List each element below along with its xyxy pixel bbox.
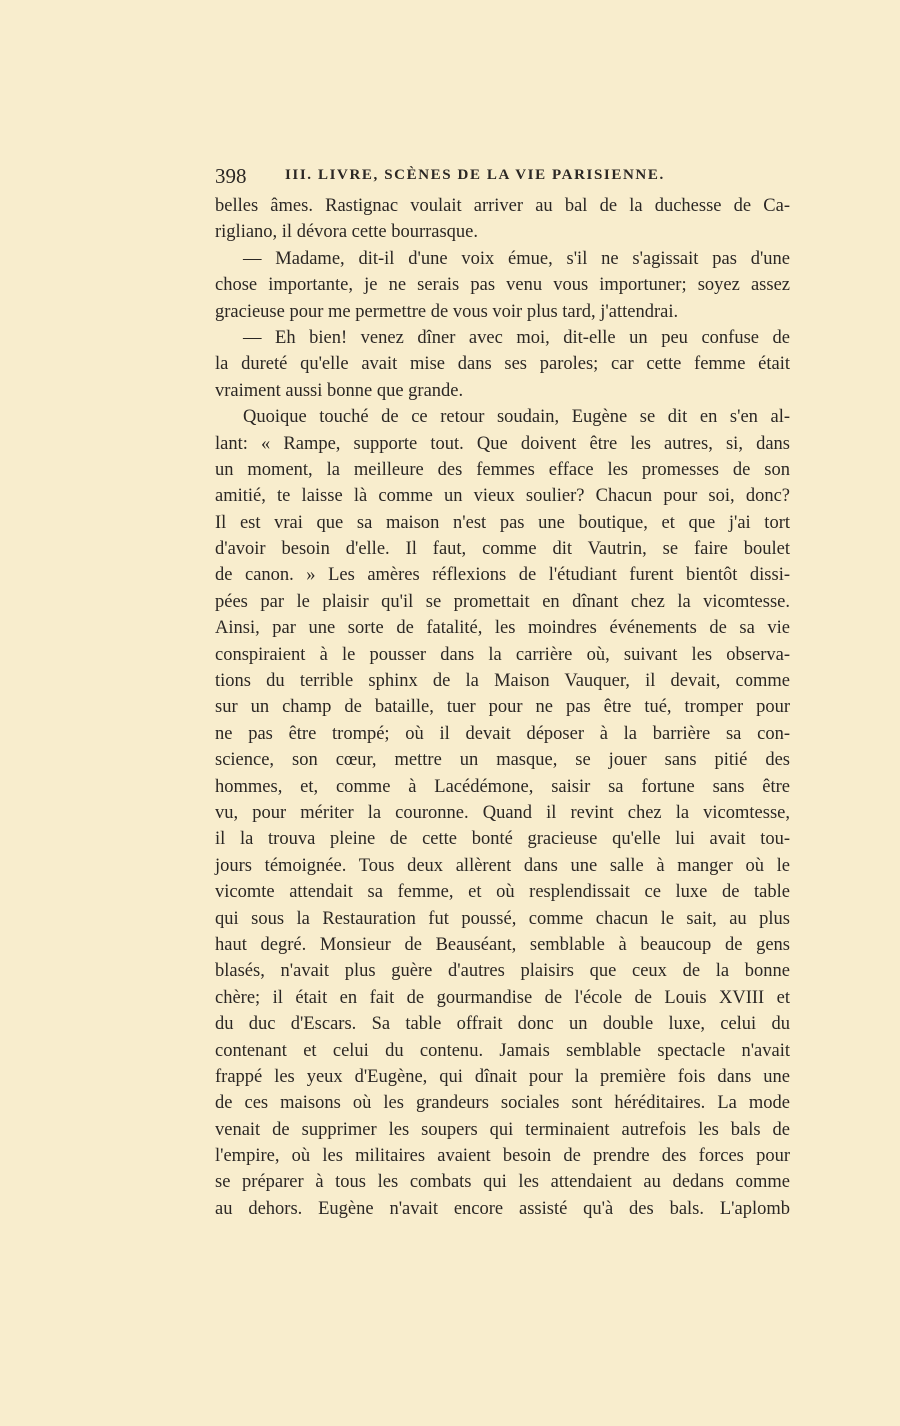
text-line: science, son cœur, mettre un masque, se jouer sans pitié des <box>215 750 790 771</box>
text-line: l'empire, où les militaires avaient besoin de prendre des forces pour <box>215 1146 790 1167</box>
text-line: frappé les yeux d'Eugène, qui dînait pour la première fois dans une <box>215 1066 790 1087</box>
text-line: gracieuse pour me permettre de vous voir plus tard, j'attendrai. <box>215 301 679 322</box>
text-line: se préparer à tous les combats qui les attendaient au dedans comme <box>215 1172 790 1193</box>
text-line: tions du terrible sphinx de la Maison Vauquer, il devait, comme <box>215 671 790 692</box>
page-header <box>215 164 790 192</box>
text-line: — Madame, dit-il d'une voix émue, s'il ne s'agissait pas d'une <box>243 248 790 269</box>
text-line: jours témoignée. Tous deux allèrent dans une salle à manger où le <box>215 855 790 876</box>
text-line: Quoique touché de ce retour soudain, Eugène se dit en s'en al- <box>243 407 790 428</box>
text-line: pées par le plaisir qu'il se promettait en dînant chez la vicomtesse. <box>215 591 790 612</box>
text-line: vu, pour mériter la couronne. Quand il revint chez la vicomtesse, <box>215 802 790 823</box>
text-line: vicomte attendait sa femme, et où resplendissait ce luxe de table <box>215 882 790 903</box>
text-line: chère; il était en fait de gourmandise de l'école de Louis XVIII et <box>215 987 790 1008</box>
text-line: sur un champ de bataille, tuer pour ne pas être tué, tromper pour <box>215 697 790 718</box>
text-line: de canon. » Les amères réflexions de l'étudiant furent bientôt dissi- <box>215 565 790 586</box>
text-line: Ainsi, par une sorte de fatalité, les moindres événements de sa vie <box>215 618 790 639</box>
running-title: III. LIVRE, SCÈNES DE LA VIE PARISIENNE. <box>285 167 665 183</box>
text-line: conspiraient à le pousser dans la carrière où, suivant les observa- <box>215 644 790 665</box>
text-line: la dureté qu'elle avait mise dans ses paroles; car cette femme était <box>215 354 790 375</box>
text-line: au dehors. Eugène n'avait encore assisté qu'à des bals. L'aplomb <box>215 1198 790 1219</box>
text-line: il la trouva pleine de cette bonté gracieuse qu'elle lui avait tou- <box>215 829 790 850</box>
text-line: chose importante, je ne serais pas venu vous importuner; soyez assez <box>215 275 790 296</box>
text-line: Il est vrai que sa maison n'est pas une boutique, et que j'ai tort <box>215 512 790 533</box>
text-line: lant: « Rampe, supporte tout. Que doivent être les autres, si, dans <box>215 433 790 454</box>
text-line: blasés, n'avait plus guère d'autres plaisirs que ceux de la bonne <box>215 961 790 982</box>
text-line: amitié, te laisse là comme un vieux soulier? Chacun pour soi, donc? <box>215 486 790 507</box>
text-line: de ces maisons où les grandeurs sociales sont héréditaires. La mode <box>215 1093 790 1114</box>
text-line: vraiment aussi bonne que grande. <box>215 380 464 401</box>
text-line: un moment, la meilleure des femmes efface les promesses de son <box>215 459 790 480</box>
text-line: qui sous la Restauration fut poussé, comme chacun le sait, au plus <box>215 908 790 929</box>
text-line: rigliano, il dévora cette bourrasque. <box>215 222 479 243</box>
text-line: contenant et celui du contenu. Jamais semblable spectacle n'avait <box>215 1040 790 1061</box>
body-text <box>215 193 790 1222</box>
text-line: haut degré. Monsieur de Beauséant, semblable à beaucoup de gens <box>215 934 790 955</box>
text-line: du duc d'Escars. Sa table offrait donc un double luxe, celui du <box>215 1014 790 1035</box>
text-line: hommes, et, comme à Lacédémone, saisir sa fortune sans être <box>215 776 790 797</box>
text-line: belles âmes. Rastignac voulait arriver au bal de la duchesse de Ca- <box>215 196 790 216</box>
text-line: venait de supprimer les soupers qui terminaient autrefois les bals de <box>215 1119 790 1140</box>
page-number: 398 <box>215 164 247 188</box>
text-line: — Eh bien! venez dîner avec moi, dit-elle un peu confuse de <box>243 327 790 348</box>
text-line: d'avoir besoin d'elle. Il faut, comme dit Vautrin, se faire boulet <box>215 539 790 560</box>
text-line: ne pas être trompé; où il devait déposer à la barrière sa con- <box>215 723 790 744</box>
